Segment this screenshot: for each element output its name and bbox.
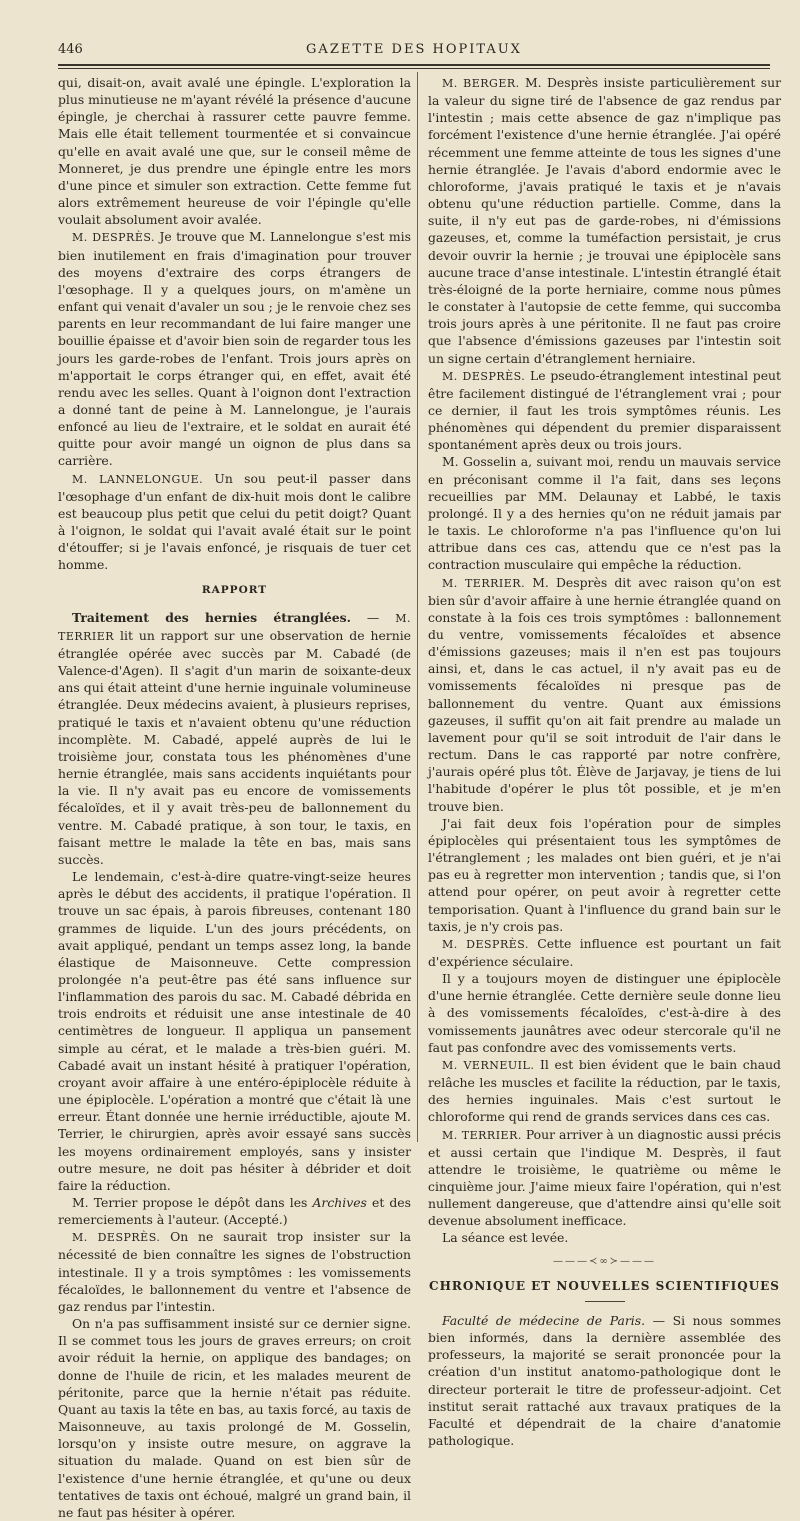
speech-text: M. Desprès insiste particulièrement sur la valeur du signe tiré de l'absence de gaz rendus par l'intestin ; mais cette absence de gaz n'implique pas forcément l'existence d'une hernie étranglée. J'ai opéré récemment une femme atteinte de tous les signes d'une hernie étranglée. Je l'avais d'abord endormie avec le chloroforme, j'avais pratiqué le taxis et je n'avais obtenu qu'une réduction partielle. Comme, dans la suite, il n'y eut pas de garde-robes, ni d'émissions gazeuses, et, comme la tuméfaction persistait, je crus devoir ouvrir la hernie ; je trouvai une épiplocèle sans aucune trace d'anse intestinale. L'intestin étranglé était très-éloigné de la porte herniaire, comme nous pûmes le constater à l'autopsie de cette femme, qui succomba trois jours après à une péritonite. Il ne faut pas croire que l'absence d'émissions gazeuses par l'intestin soit un signe certain d'étranglement herniaire. (428, 75, 781, 366)
speaker-name: M. DESPRÈS. (72, 1231, 161, 1245)
text-run: et des remerciements à l'auteur. (Accepté.) (58, 1195, 411, 1228)
speaker-name: M. TERRIER. (442, 1128, 522, 1142)
paragraph (58, 228, 411, 469)
speaker-name: M. DESPRÈS. (72, 231, 155, 245)
section-heading: RAPPORT (201, 583, 268, 596)
paragraph (428, 574, 781, 815)
speech-text: Pour arriver à un diagnostic aussi précis et aussi certain que l'indique M. Desprès, il faut attendre le troisième, le quatrième ou même le cinquième jour. J'aime mieux faire l'opération, qui n'est nullement dangereuse, que d'attendre ainsi qu'elle soit devenue absolument inefficace. (428, 1126, 781, 1229)
paragraph: Il y a toujours moyen de distinguer une épiplocèle d'une hernie étranglée. Cette dernière seule donne lieu à des vomissements fécaloïdes, c'est-à-dire à des vomissements jaunâtres avec odeur stercorale qu'il ne faut pas confondre avec des vomissements verts. (428, 971, 781, 1055)
speech-text: On ne saurait trop insister sur la nécessité de bien connaître les signes de l'obstruction intestinale. Il y a trois symptômes : les vomissements fécaloïdes, le ballonnement du ventre et l'absence de gaz rendus par l'intestin. (58, 1229, 411, 1314)
paragraph: J'ai fait deux fois l'opération pour de simples épiplocèles qui présentaient tous les symptômes de l'étranglement ; les malades ont bien guéri, et je n'ai pas eu à regretter mon intervention ; tandis que, si l'on attend pour opérer, on peut avoir à regretter cette temporisation. Quant à l'influence du grand bain sur le taxis, je n'y crois pas. (428, 815, 781, 934)
paragraph: La séance est levée. (442, 1230, 569, 1246)
speaker-name: M. LANNELONGUE. (72, 472, 204, 486)
page-number: 446 (58, 42, 83, 57)
left-column (58, 74, 411, 1521)
speech-text: lit un rapport sur une observation de hernie étranglée opérée avec succès par M. Cabadé (de Valence-d'Agen). Il s'agit d'un marin de soixante-deux ans qui était atteint d'une hernie inguinale volumineuse étranglée. Deux médecins avaient, à plusieurs reprises, pratiqué le taxis et n'avaient obtenu qu'une réduction incomplète. M. Cabadé, appelé auprès de lui le troisième jour, constata tous les phénomènes d'une hernie étranglée, mais sans accidents inquiétants pour la vie. Il n'y avait pas eu encore de vomissements fécaloïdes, et il y avait très-peu de ballonnement du ventre. M. Cabadé pratique, à son tour, le taxis, en faisant mettre le malade la tête en bas, mais sans succès. (58, 627, 411, 867)
header-rule-thin (58, 68, 770, 69)
paragraph (428, 1056, 781, 1126)
paragraph (428, 74, 781, 367)
speaker-name: M. VERNEUIL. (442, 1058, 535, 1072)
paragraph: M. Gosselin a, suivant moi, rendu un mauvais service en préconisant comme il l'a fait, dans ses leçons recueillies par MM. Delaunay et Labbé, le taxis prolongé. Il y a des hernies qu'on ne réduit jamais par le taxis. Le chloroforme n'a pas l'influence qu'on lui attribue dans ces cas, attendu que ce n'est pas la contraction musculaire qui empêche la réduction. (428, 454, 781, 573)
speech-text: Je trouve que M. Lannelongue s'est mis bien inutilement en frais d'imagination pour trouver des moyens d'extraire des corps étrangers de l'œsophage. Il y a quelques jours, on m'amène un enfant qui venait d'avaler un sou ; je le renvoie chez ses parents en leur recommandant de lui faire manger une bouillie épaisse et d'avoir bien soin de regarder tous les jours les garde-robes de l'enfant. Trois jours après on m'apportait le corps étranger qui, en effet, avait été rendu avec les selles. Quant à l'oignon dont l'extraction a donné tant de peine à M. Lannelongue, je l'aurais enfoncé au lieu de l'extraire, et le soldat en aurait été quitte pour avoir mangé un oignon de plus dans sa carrière. (58, 229, 411, 469)
paragraph (428, 935, 781, 970)
speaker-name: M. BERGER. (442, 77, 520, 90)
paragraph (58, 1194, 411, 1228)
paragraph: Traitement des hernies étranglées. — M. TERRIER lit un rapport sur une observation de hernie étranglée opérée avec succès par M. Cabadé (de Valence-d'Agen). Il s'agit d'un marin de soixante-deux ans qui était atteint d'une hernie inguinale volumineuse étranglée. Deux médecins avaient, à plusieurs reprises, pratiqué le taxis et n'avaient obtenu qu'une réduction incomplète. M. Cabadé, appelé auprès de lui le troisième jour, constata tous les phénomènes d'une hernie étranglée, mais sans accidents inquiétants pour la vie. Il n'y avait pas eu encore de vomissements fécaloïdes, et il y avait très-peu de ballonnement du ventre. M. Cabadé pratique, à son tour, le taxis, en faisant mettre le malade la tête en bas, mais sans succès. (58, 609, 411, 867)
header-rule-thick (58, 64, 770, 66)
speaker-name: M. DESPRÈS. (442, 369, 526, 383)
speech-text: Un sou peut-il passer dans l'œsophage d'un enfant de dix-huit mois dont le calibre est beaucoup plus petit que celui du petit doigt? Quant à l'oignon, le soldat qui l'avait avalé était sur le point d'étouffer; si je l'avais enfoncé, je risquais de tuer cet homme. (58, 470, 411, 573)
page-header (58, 38, 770, 60)
paragraph (428, 1312, 781, 1449)
short-rule (585, 1301, 625, 1302)
speaker-name: M. TERRIER (58, 611, 411, 643)
text-run: M. Terrier propose le dépôt dans les (72, 1195, 313, 1210)
paragraph: Le lendemain, c'est-à-dire quatre-vingt-seize heures après le début des accidents, il pratique l'opération. Il trouve un sac épais, à parois fibreuses, contenant 180 grammes de liquide. L'un des jours précédents, on avait appliqué, pendant un temps assez long, la bande élastique de Maisonneuve. Cette compression prolongée n'a peut-être pas été sans influence sur l'inflammation des parois du sac. M. Cabadé débrida en trois endroits et réduisit une anse intestinale de 40 centimètres de longueur. Il appliqua un pansement simple au cérat, et le malade a très-bien guéri. M. Cabadé avait un instant hésité à pratiquer l'opération, croyant avoir affaire à une entéro-épiplocèle réduite à une épiplocèle. L'opération a montré que c'était là une erreur. Étant donnée une hernie irréductible, ajoute M. Terrier, le chirurgien, après avoir essayé sans succès les moyens ordinairement employés, sans y insister outre mesure, ne doit pas hésiter à débrider et doit faire la réduction. (58, 869, 411, 1193)
right-column (428, 74, 781, 1449)
speech-text: Cette influence est pourtant un fait d'expérience séculaire. (428, 935, 781, 969)
paragraph (428, 367, 781, 454)
news-text: — Si nous sommes bien informés, dans la dernière assemblée des professeurs, la majorité se serait prononcée pour la création d'un institut anatomo-pathologique dont le directeur porterait le titre de professeur-adjoint. Cet institut serait rattaché aux travaux pratiques de la Faculté et dépendrait de la chaire d'anatomie pathologique. (428, 1312, 781, 1449)
paragraph: qui, disait-on, avait avalé une épingle. L'exploration la plus minutieuse ne m'ayant révélé la présence d'aucune épingle, je cherchai à rassurer cette pauvre femme. Mais elle était tellement tourmentée et si convaincue qu'elle en avait avalé une que, sur le conseil même de Monneret, je dus prendre une épingle entre les mors d'une pince et simuler son extraction. Cette femme fut alors extrêmement heureuse de voir l'épingle qu'elle voulait absolument avoir avalée. (58, 75, 411, 228)
ornament-divider: ———≺∞≻——— (552, 1255, 657, 1267)
report-title: Traitement des hernies étranglées. (72, 609, 351, 625)
speaker-name: M. TERRIER. (442, 576, 526, 590)
archives-title: Archives (312, 1195, 367, 1210)
running-title: GAZETTE DES HOPITAUX (306, 42, 522, 57)
speech-text: Il est bien évident que le bain chaud relâche les muscles et facilite la réduction, par le taxis, des hernies inguinales. Mais c'est surtout le chloroforme qui rend de grands services dans ces cas. (428, 1056, 781, 1125)
speech-text: Le pseudo-étranglement intestinal peut être facilement distingué de l'étranglement vrai ; pour ce dernier, il faut les trois symptômes réunis. Les phénomènes qui dépendent du premier disparaissent spontanément après deux ou trois jours. (428, 367, 782, 453)
speech-text: M. Desprès dit avec raison qu'on est bien sûr d'avoir affaire à une hernie étranglée quand on constate à la fois ces trois symptômes : ballonnement du ventre, vomissements fécaloïdes et absence d'émissions gazeuses; mais il n'en est pas toujours ainsi, et, dans le cas actuel, il n'y avait pas eu de vomissements fécaloïdes ni presque pas de ballonnement du ventre. Quant aux émissions gazeuses, il suffit qu'on ait fait prendre au malade un lavement pour qu'il se soit introduit de l'air dans le rectum. Dans le cas rapporté par notre confrère, j'aurais opéré plus tôt. Élève de Jarjavay, je tiens de lui l'habitude d'opérer le plus tôt possible, et je m'en trouve bien. (428, 574, 781, 814)
paragraph (58, 470, 411, 574)
paragraph: On n'a pas suffisamment insisté sur ce dernier signe. Il se commet tous les jours de graves erreurs; on croit avoir réduit la hernie, on applique des bandages; on donne de l'huile de ricin, et les malades meurent de péritonite, parce que la hernie n'était pas réduite. Quant au taxis la tête en bas, au taxis forcé, au taxis de Maisonneuve, au taxis prolongé de M. Gosselin, lorsqu'on y insiste outre mesure, on aggrave la situation du malade. Quand on est bien sûr de l'existence d'une hernie étranglée, et qu'une ou deux tentatives de taxis ont échoué, malgré un grand bain, il ne faut pas hésiter à opérer. (58, 1316, 411, 1520)
rubric-heading: CHRONIQUE ET NOUVELLES SCIENTIFIQUES (429, 1278, 780, 1293)
news-title: Faculté de médecine de Paris. (442, 1312, 646, 1328)
column-divider (417, 72, 418, 1142)
speaker-name: M. DESPRÈS. (442, 937, 529, 951)
paragraph (428, 1126, 781, 1230)
paragraph (58, 1228, 411, 1315)
